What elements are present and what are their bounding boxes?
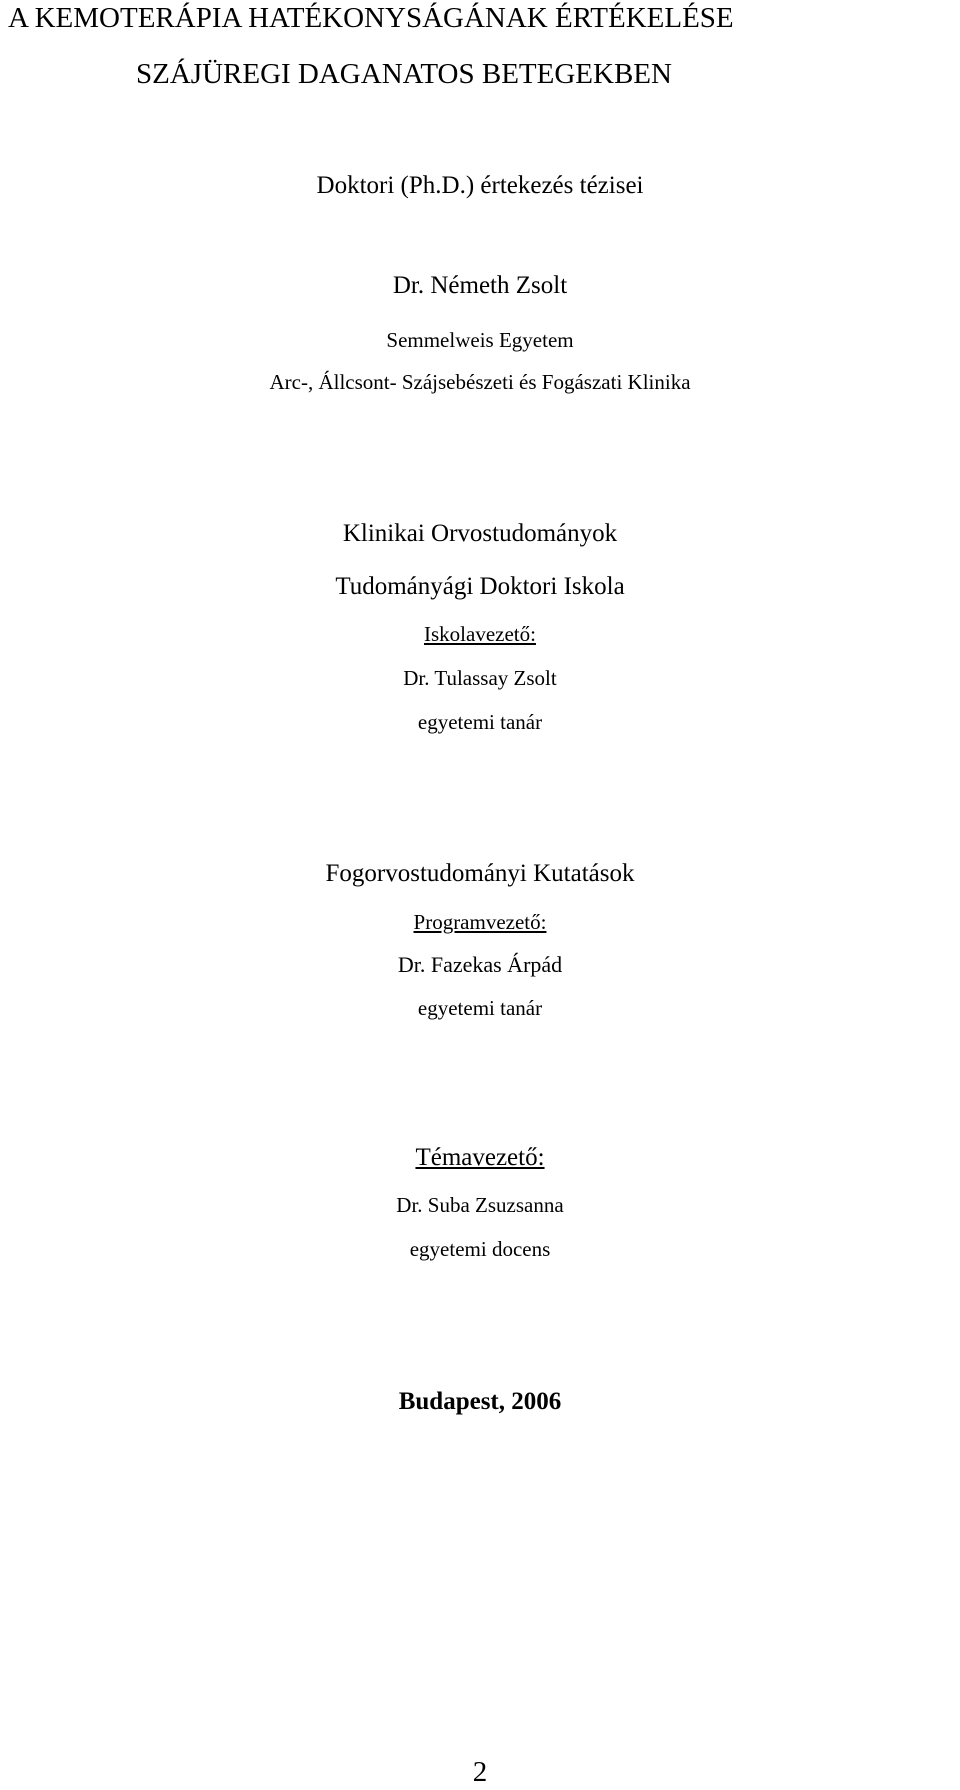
school-head-name: Dr. Tulassay Zsolt — [403, 666, 557, 690]
program-name: Fogorvostudományi Kutatások — [325, 860, 635, 887]
supervisor-title: egyetemi docens — [409, 1237, 551, 1261]
supervisor-name: Dr. Suba Zsuzsanna — [396, 1193, 564, 1217]
thesis-subtitle: Doktori (Ph.D.) értekezés tézisei — [316, 172, 644, 199]
program-head-name: Dr. Fazekas Árpád — [397, 952, 563, 977]
school-head-title: egyetemi tanár — [417, 710, 543, 734]
university-name: Semmelweis Egyetem — [386, 328, 574, 352]
program-head-title: egyetemi tanár — [417, 996, 543, 1020]
title-line-2: SZÁJÜREGI DAGANATOS BETEGEKBEN — [136, 58, 672, 90]
clinic-name: Arc-, Állcsont- Szájsebészeti és Fogászati Klinika — [269, 370, 691, 394]
school-name-line-1: Klinikai Orvostudományok — [342, 520, 618, 547]
supervisor-label: Témavezető: — [415, 1144, 545, 1171]
title-line-1: A KEMOTERÁPIA HATÉKONYSÁGÁNAK ÉRTÉKELÉSE — [8, 2, 734, 34]
school-name-line-2: Tudományági Doktori Iskola — [335, 573, 625, 600]
school-head-label: Iskolavezető: — [424, 622, 536, 646]
program-head-label: Programvezető: — [413, 910, 547, 934]
author-name: Dr. Németh Zsolt — [392, 272, 568, 299]
page-number: 2 — [472, 1756, 488, 1788]
place-and-date: Budapest, 2006 — [398, 1388, 562, 1415]
